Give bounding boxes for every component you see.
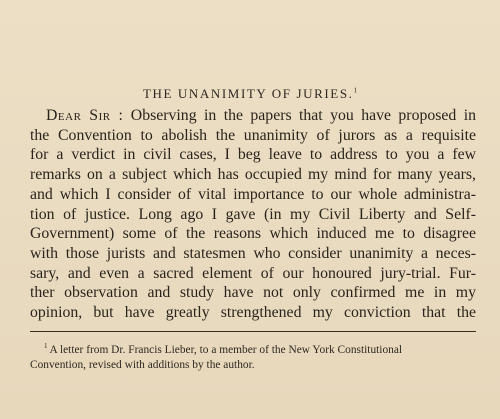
body-line-5: and which I consider of vital importance to our whole administra-	[30, 185, 476, 203]
letter-body	[30, 106, 476, 323]
body-line-10: ther observation and study have not only confirmed me in my	[30, 284, 476, 302]
body-line-6: tion of justice. Long ago I gave (in my Civil Liberty and Self-	[30, 205, 476, 223]
body-line-3: for a verdict in civil cases, I beg leave to address to you a few	[30, 146, 476, 164]
body-line-9: sary, and even a sacred element of our honoured jury-trial. Fur-	[30, 264, 476, 282]
body-line-11: opinion, but have greatly strengthened my conviction that the	[30, 304, 476, 322]
body-line-4: remarks on a subject which has occupied my mind for many years,	[30, 166, 476, 184]
footnote-line-2: Convention, revised with additions by the author.	[30, 358, 255, 371]
salutation: Dear Sir :	[46, 107, 124, 124]
body-line-2: the Convention to abolish the unanimity of jurors as a requisite	[30, 126, 476, 144]
body-line-1-text: Observing in the papers that you have proposed in	[130, 107, 476, 124]
page-title	[0, 86, 500, 102]
footnote-divider	[30, 331, 476, 332]
footnote-line-1	[30, 339, 476, 358]
footnote	[30, 339, 476, 373]
title-text: THE UNANIMITY OF JURIES.	[142, 86, 354, 101]
body-line-1	[30, 106, 476, 126]
footnote-line-1-text: A letter from Dr. Francis Lieber, to a member of the New York Constitutional	[49, 343, 403, 356]
body-line-8: with those jurists and statesmen who consider unanimity a neces-	[30, 244, 476, 262]
body-line-7: Government) some of the reasons which induced me to disagree	[30, 225, 476, 243]
footnote-mark: 1	[44, 342, 48, 350]
title-footnote-mark: 1	[353, 86, 358, 95]
